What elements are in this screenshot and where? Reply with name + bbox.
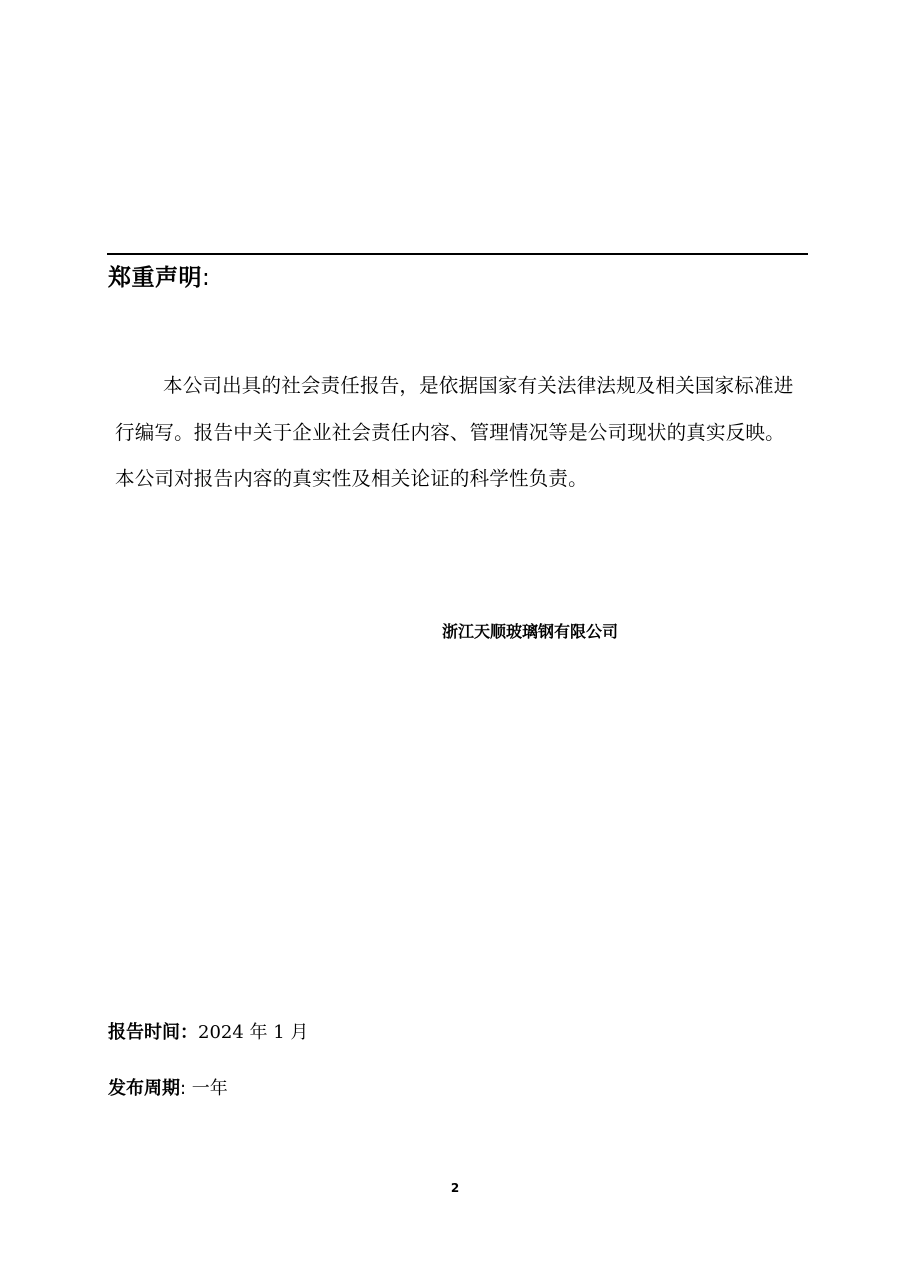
publish-cycle-separator: : [180,1078,192,1099]
report-time [108,1019,308,1047]
company-name: 浙江天顺玻璃钢有限公司 [442,622,619,641]
page-title-text: 郑重声明 [108,265,202,291]
page-title [108,261,210,295]
report-time-label: 报告时间： [108,1022,198,1043]
page-title-colon: : [202,265,211,291]
page-number: 2 [450,1181,460,1195]
publish-cycle-value: 一年 [191,1078,228,1099]
statement-paragraph: 本公司出具的社会责任报告，是依据国家有关法律法规及相关国家标准进行编写。报告中关于企业社会责任内容、管理情况等是公司现状的真实反映。本公司对报告内容的真实性及相关论证的科学性负责。 [115,374,794,490]
header-rule [107,253,808,255]
publish-cycle [108,1075,228,1103]
report-time-value: 2024 年 1 月 [198,1022,309,1043]
publish-cycle-label: 发布周期 [108,1078,180,1099]
